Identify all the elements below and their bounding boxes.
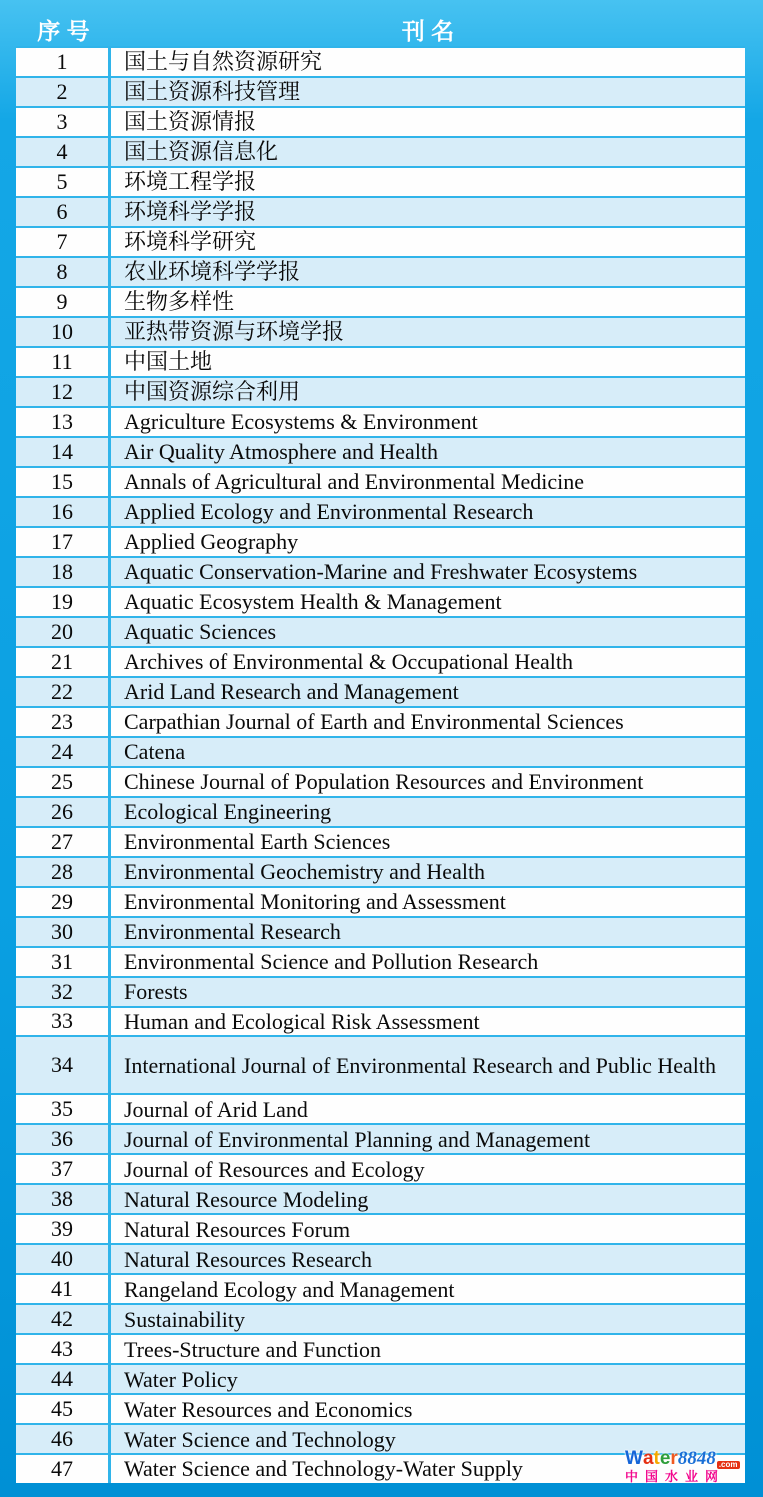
table-row [16, 436, 745, 466]
journal-name-cell: Forests [124, 978, 188, 1004]
table-row [16, 1153, 745, 1183]
row-index-cell: 43 [16, 1335, 111, 1363]
header-index: 序 号 [37, 17, 90, 44]
journal-name-cell: Environmental Earth Sciences [124, 828, 391, 854]
watermark-letter: W [625, 1448, 643, 1470]
journal-name-cell: Aquatic Sciences [124, 618, 277, 644]
row-index-cell: 26 [16, 798, 111, 826]
table-row [16, 1123, 745, 1153]
table-row [16, 316, 745, 346]
journal-name-cell: Journal of Resources and Ecology [124, 1156, 425, 1182]
journal-name-cell: Water Resources and Economics [124, 1396, 413, 1422]
row-index-cell: 22 [16, 678, 111, 706]
journal-name-cell: 环境科学学报 [124, 199, 257, 225]
journal-name-cell: Air Quality Atmosphere and Health [124, 439, 439, 465]
row-index-cell: 13 [16, 408, 111, 436]
row-index-cell: 38 [16, 1185, 111, 1213]
watermark-letter: t [653, 1448, 660, 1470]
journal-name-cell: Agriculture Ecosystems & Environment [124, 409, 478, 435]
row-index-cell: 19 [16, 588, 111, 616]
journal-name-cell: Arid Land Research and Management [124, 678, 459, 704]
table-row [16, 736, 745, 766]
row-index-cell: 16 [16, 498, 111, 526]
row-index-cell: 36 [16, 1125, 111, 1153]
row-index-cell: 10 [16, 318, 111, 346]
table-row [16, 1453, 745, 1483]
row-index-cell: 35 [16, 1095, 111, 1123]
table-row [16, 406, 745, 436]
journal-name-cell: Journal of Arid Land [124, 1096, 308, 1122]
table-row [16, 976, 745, 1006]
journal-name-cell: 亚热带资源与环境学报 [124, 319, 345, 345]
watermark-letter: r [670, 1448, 678, 1470]
journal-name-cell: Aquatic Ecosystem Health & Management [124, 588, 502, 614]
journal-name-cell: Annals of Agricultural and Environmental Medicine [124, 469, 585, 495]
table-row [16, 1393, 745, 1423]
journal-name-cell: Aquatic Conservation-Marine and Freshwater Ecosystems [124, 558, 638, 584]
table-row [16, 1303, 745, 1333]
journal-name-cell: 国土资源科技管理 [124, 79, 301, 105]
row-index-cell: 9 [16, 288, 111, 316]
row-index-cell: 24 [16, 738, 111, 766]
row-index-cell: 37 [16, 1155, 111, 1183]
header-journal-name: 刊 名 [401, 17, 455, 44]
row-index-cell: 34 [16, 1037, 111, 1093]
table-row [16, 1093, 745, 1123]
table-row [16, 1243, 745, 1273]
journal-name-cell: Chinese Journal of Population Resources and Environment [124, 768, 644, 794]
journal-name-cell: Environmental Monitoring and Assessment [124, 888, 506, 914]
row-index-cell: 7 [16, 228, 111, 256]
journal-name-cell: Human and Ecological Risk Assessment [124, 1008, 480, 1034]
table-row [16, 676, 745, 706]
row-index-cell: 46 [16, 1425, 111, 1453]
row-index-cell: 2 [16, 78, 111, 106]
table-row [16, 916, 745, 946]
watermark-letter: e [659, 1448, 671, 1470]
journal-name-cell: Sustainability [124, 1306, 245, 1332]
row-index-cell: 45 [16, 1395, 111, 1423]
row-index-cell: 11 [16, 348, 111, 376]
journal-name-cell: 农业环境科学学报 [124, 259, 301, 285]
row-index-cell: 32 [16, 978, 111, 1006]
row-index-cell: 21 [16, 648, 111, 676]
journal-name-cell: 生物多样性 [124, 289, 235, 315]
table-row [16, 376, 745, 406]
journal-name-cell: 环境工程学报 [124, 169, 257, 195]
journal-name-cell: Trees-Structure and Function [124, 1336, 382, 1362]
row-index-cell: 5 [16, 168, 111, 196]
journal-name-cell: Rangeland Ecology and Management [124, 1276, 455, 1302]
row-index-cell: 15 [16, 468, 111, 496]
table-header-row [16, 12, 745, 46]
table-row [16, 46, 745, 76]
row-index-cell: 18 [16, 558, 111, 586]
journal-name-cell: Ecological Engineering [124, 798, 332, 824]
table-row [16, 286, 745, 316]
journal-name-cell: Environmental Research [124, 918, 341, 944]
journal-name-cell: 国土资源情报 [124, 109, 257, 135]
row-index-cell: 8 [16, 258, 111, 286]
row-index-cell: 3 [16, 108, 111, 136]
row-index-cell: 39 [16, 1215, 111, 1243]
table-row [16, 1035, 745, 1093]
table-row [16, 1333, 745, 1363]
journal-name-cell: Archives of Environmental & Occupational Health [124, 648, 574, 674]
table-row [16, 1213, 745, 1243]
journal-name-cell: Natural Resource Modeling [124, 1186, 369, 1212]
table-row [16, 1183, 745, 1213]
table-row [16, 1006, 745, 1036]
journal-name-cell: 中国资源综合利用 [124, 379, 301, 405]
row-index-cell: 33 [16, 1008, 111, 1036]
journal-name-cell: Water Science and Technology [124, 1426, 396, 1452]
journal-name-cell: Water Policy [124, 1366, 238, 1392]
journal-name-cell: 环境科学研究 [124, 229, 257, 255]
watermark-number: 8848 [677, 1448, 716, 1470]
table-row [16, 616, 745, 646]
journal-name-cell: 国土资源信息化 [124, 139, 279, 165]
row-index-cell: 40 [16, 1245, 111, 1273]
table-row [16, 106, 745, 136]
table-row [16, 466, 745, 496]
row-index-cell: 25 [16, 768, 111, 796]
journal-name-cell: 国土与自然资源研究 [124, 49, 323, 75]
table-row [16, 346, 745, 376]
journal-name-cell: Applied Geography [124, 528, 299, 554]
row-index-cell: 30 [16, 918, 111, 946]
journal-name-cell: Catena [124, 738, 186, 764]
table-row [16, 1423, 745, 1453]
table-row [16, 886, 745, 916]
table-row [16, 1363, 745, 1393]
journal-name-cell: International Journal of Environmental Research and Public Health [124, 1052, 716, 1078]
journal-name-cell: Natural Resources Forum [124, 1216, 351, 1242]
journal-table [16, 12, 745, 1483]
row-index-cell: 4 [16, 138, 111, 166]
row-index-cell: 20 [16, 618, 111, 646]
table-row [16, 796, 745, 826]
row-index-cell: 6 [16, 198, 111, 226]
watermark-tld: .com [718, 1459, 738, 1469]
row-index-cell: 41 [16, 1275, 111, 1303]
table-row [16, 646, 745, 676]
row-index-cell: 1 [16, 48, 111, 76]
table-row [16, 766, 745, 796]
journal-name-cell: 中国土地 [124, 349, 213, 375]
journal-name-cell: Applied Ecology and Environmental Research [124, 499, 534, 524]
table-row [16, 256, 745, 286]
row-index-cell: 47 [16, 1455, 111, 1483]
table-row [16, 136, 745, 166]
table-row [16, 226, 745, 256]
row-index-cell: 31 [16, 948, 111, 976]
table-row [16, 196, 745, 226]
row-index-cell: 28 [16, 858, 111, 886]
journal-name-cell: Journal of Environmental Planning and Management [124, 1126, 591, 1152]
row-index-cell: 44 [16, 1365, 111, 1393]
table-row [16, 826, 745, 856]
table-row [16, 76, 745, 106]
journal-name-cell: Environmental Geochemistry and Health [124, 858, 486, 884]
row-index-cell: 23 [16, 708, 111, 736]
table-row [16, 1273, 745, 1303]
journal-name-cell: Environmental Science and Pollution Research [124, 948, 539, 974]
row-index-cell: 29 [16, 888, 111, 916]
table-row [16, 856, 745, 886]
row-index-cell: 14 [16, 438, 111, 466]
table-row [16, 706, 745, 736]
journal-name-cell: Natural Resources Research [124, 1246, 373, 1272]
table-row [16, 586, 745, 616]
journal-name-cell: Carpathian Journal of Earth and Environmental Sciences [124, 708, 624, 734]
table-row [16, 556, 745, 586]
water8848-subtitle: 中国水业网 [625, 1469, 726, 1485]
row-index-cell: 27 [16, 828, 111, 856]
watermark-letter: a [642, 1448, 654, 1470]
table-row [16, 496, 745, 526]
table-row [16, 526, 745, 556]
row-index-cell: 42 [16, 1305, 111, 1333]
table-row [16, 946, 745, 976]
table-row [16, 166, 745, 196]
row-index-cell: 12 [16, 378, 111, 406]
row-index-cell: 17 [16, 528, 111, 556]
journal-name-cell: Water Science and Technology-Water Supply [124, 1456, 523, 1482]
